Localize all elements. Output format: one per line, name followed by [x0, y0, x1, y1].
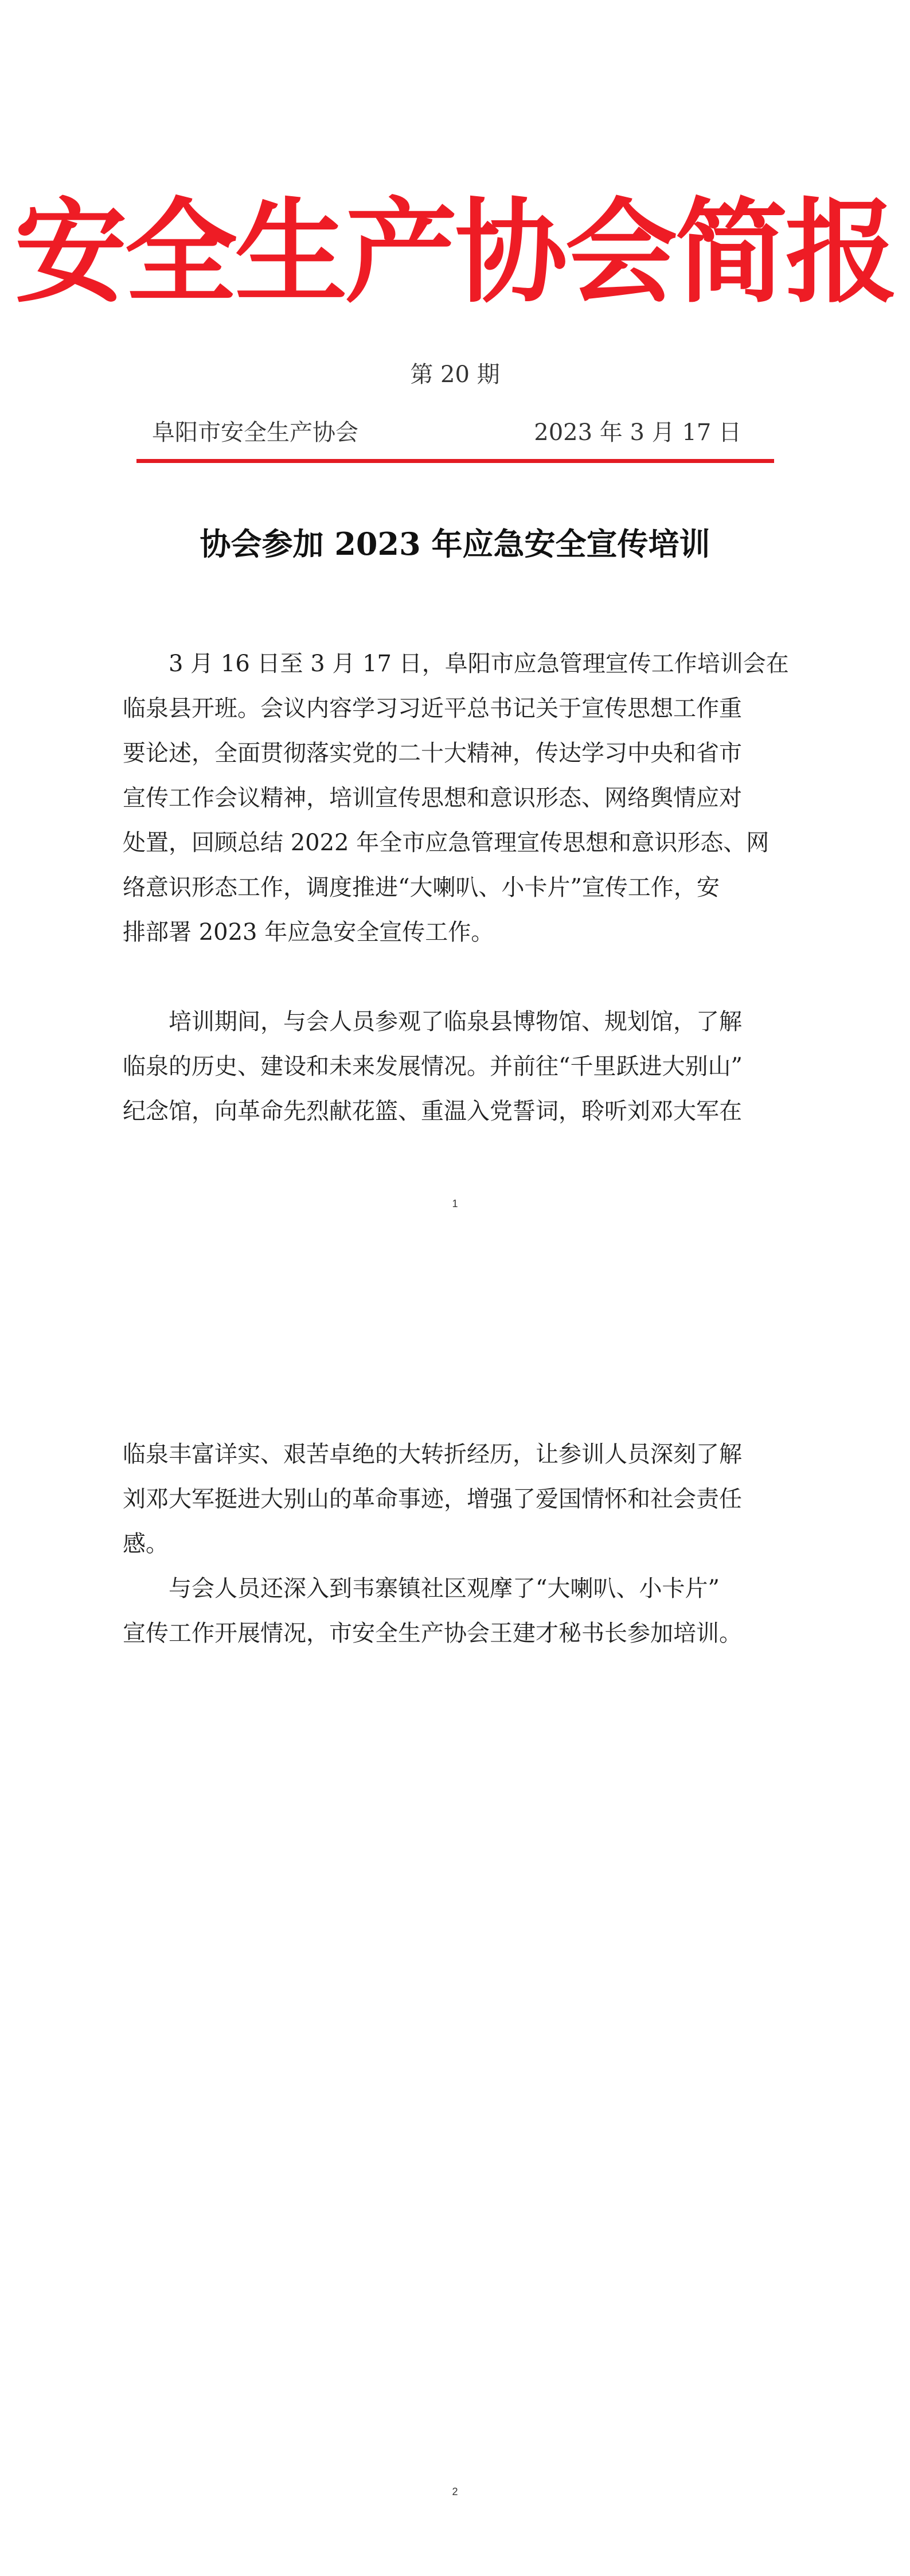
paragraph-line: 临泉的历史、建设和未来发展情况。并前往“千里跃进大别山” — [123, 1053, 743, 1080]
article-headline: 协会参加 2023 年应急安全宣传培训 — [200, 526, 710, 562]
red-divider — [136, 459, 774, 463]
page-number: 1 — [452, 1198, 458, 1209]
page-number: 2 — [452, 2486, 458, 2497]
paragraph-line: 排部署 2023 年应急安全宣传工作。 — [123, 919, 494, 945]
paragraph-2 — [123, 999, 788, 1134]
paragraph-line: 感。 — [123, 1531, 169, 1557]
organization-name: 阜阳市安全生产协会 — [152, 419, 358, 446]
paragraph-line: 宣传工作开展情况，市安全生产协会王建才秘书长参加培训。 — [123, 1620, 742, 1647]
paragraph-line: 要论述，全面贯彻落实党的二十大精神，传达学习中央和省市 — [123, 740, 742, 766]
issue-number: 第 20 期 — [410, 361, 500, 388]
paragraph-line: 培训期间，与会人员参观了临泉县博物馆、规划馆，了解 — [169, 1009, 742, 1035]
paragraph-line: 纪念馆，向革命先烈献花篮、重温入党誓词，聆听刘邓大军在 — [123, 1098, 742, 1124]
paragraph-line: 处置，回顾总结 2022 年全市应急管理宣传思想和意识形态、网 — [123, 830, 770, 856]
paragraph-line: 宣传工作会议精神，培训宣传思想和意识形态、网络舆情应对 — [123, 785, 742, 811]
paragraph-3 — [123, 1432, 788, 1566]
paragraph-1 — [123, 641, 788, 955]
masthead-title: 安全生产协会简报 — [14, 186, 896, 318]
paragraph-line: 与会人员还深入到韦寨镇社区观摩了“大喇叭、小卡片” — [169, 1575, 720, 1602]
publish-date: 2023 年 3 月 17 日 — [534, 419, 741, 446]
paragraph-line: 临泉县开班。会议内容学习习近平总书记关于宣传思想工作重 — [123, 695, 742, 722]
paragraph-4 — [123, 1566, 788, 1656]
paragraph-line: 临泉丰富详实、艰苦卓绝的大转折经历，让参训人员深刻了解 — [123, 1441, 742, 1468]
paragraph-line: 络意识形态工作，调度推进“大喇叭、小卡片”宣传工作，安 — [123, 874, 720, 901]
paragraph-line: 3 月 16 日至 3 月 17 日，阜阳市应急管理宣传工作培训会在 — [169, 651, 789, 677]
paragraph-line: 刘邓大军挺进大别山的革命事迹，增强了爱国情怀和社会责任 — [123, 1486, 742, 1512]
